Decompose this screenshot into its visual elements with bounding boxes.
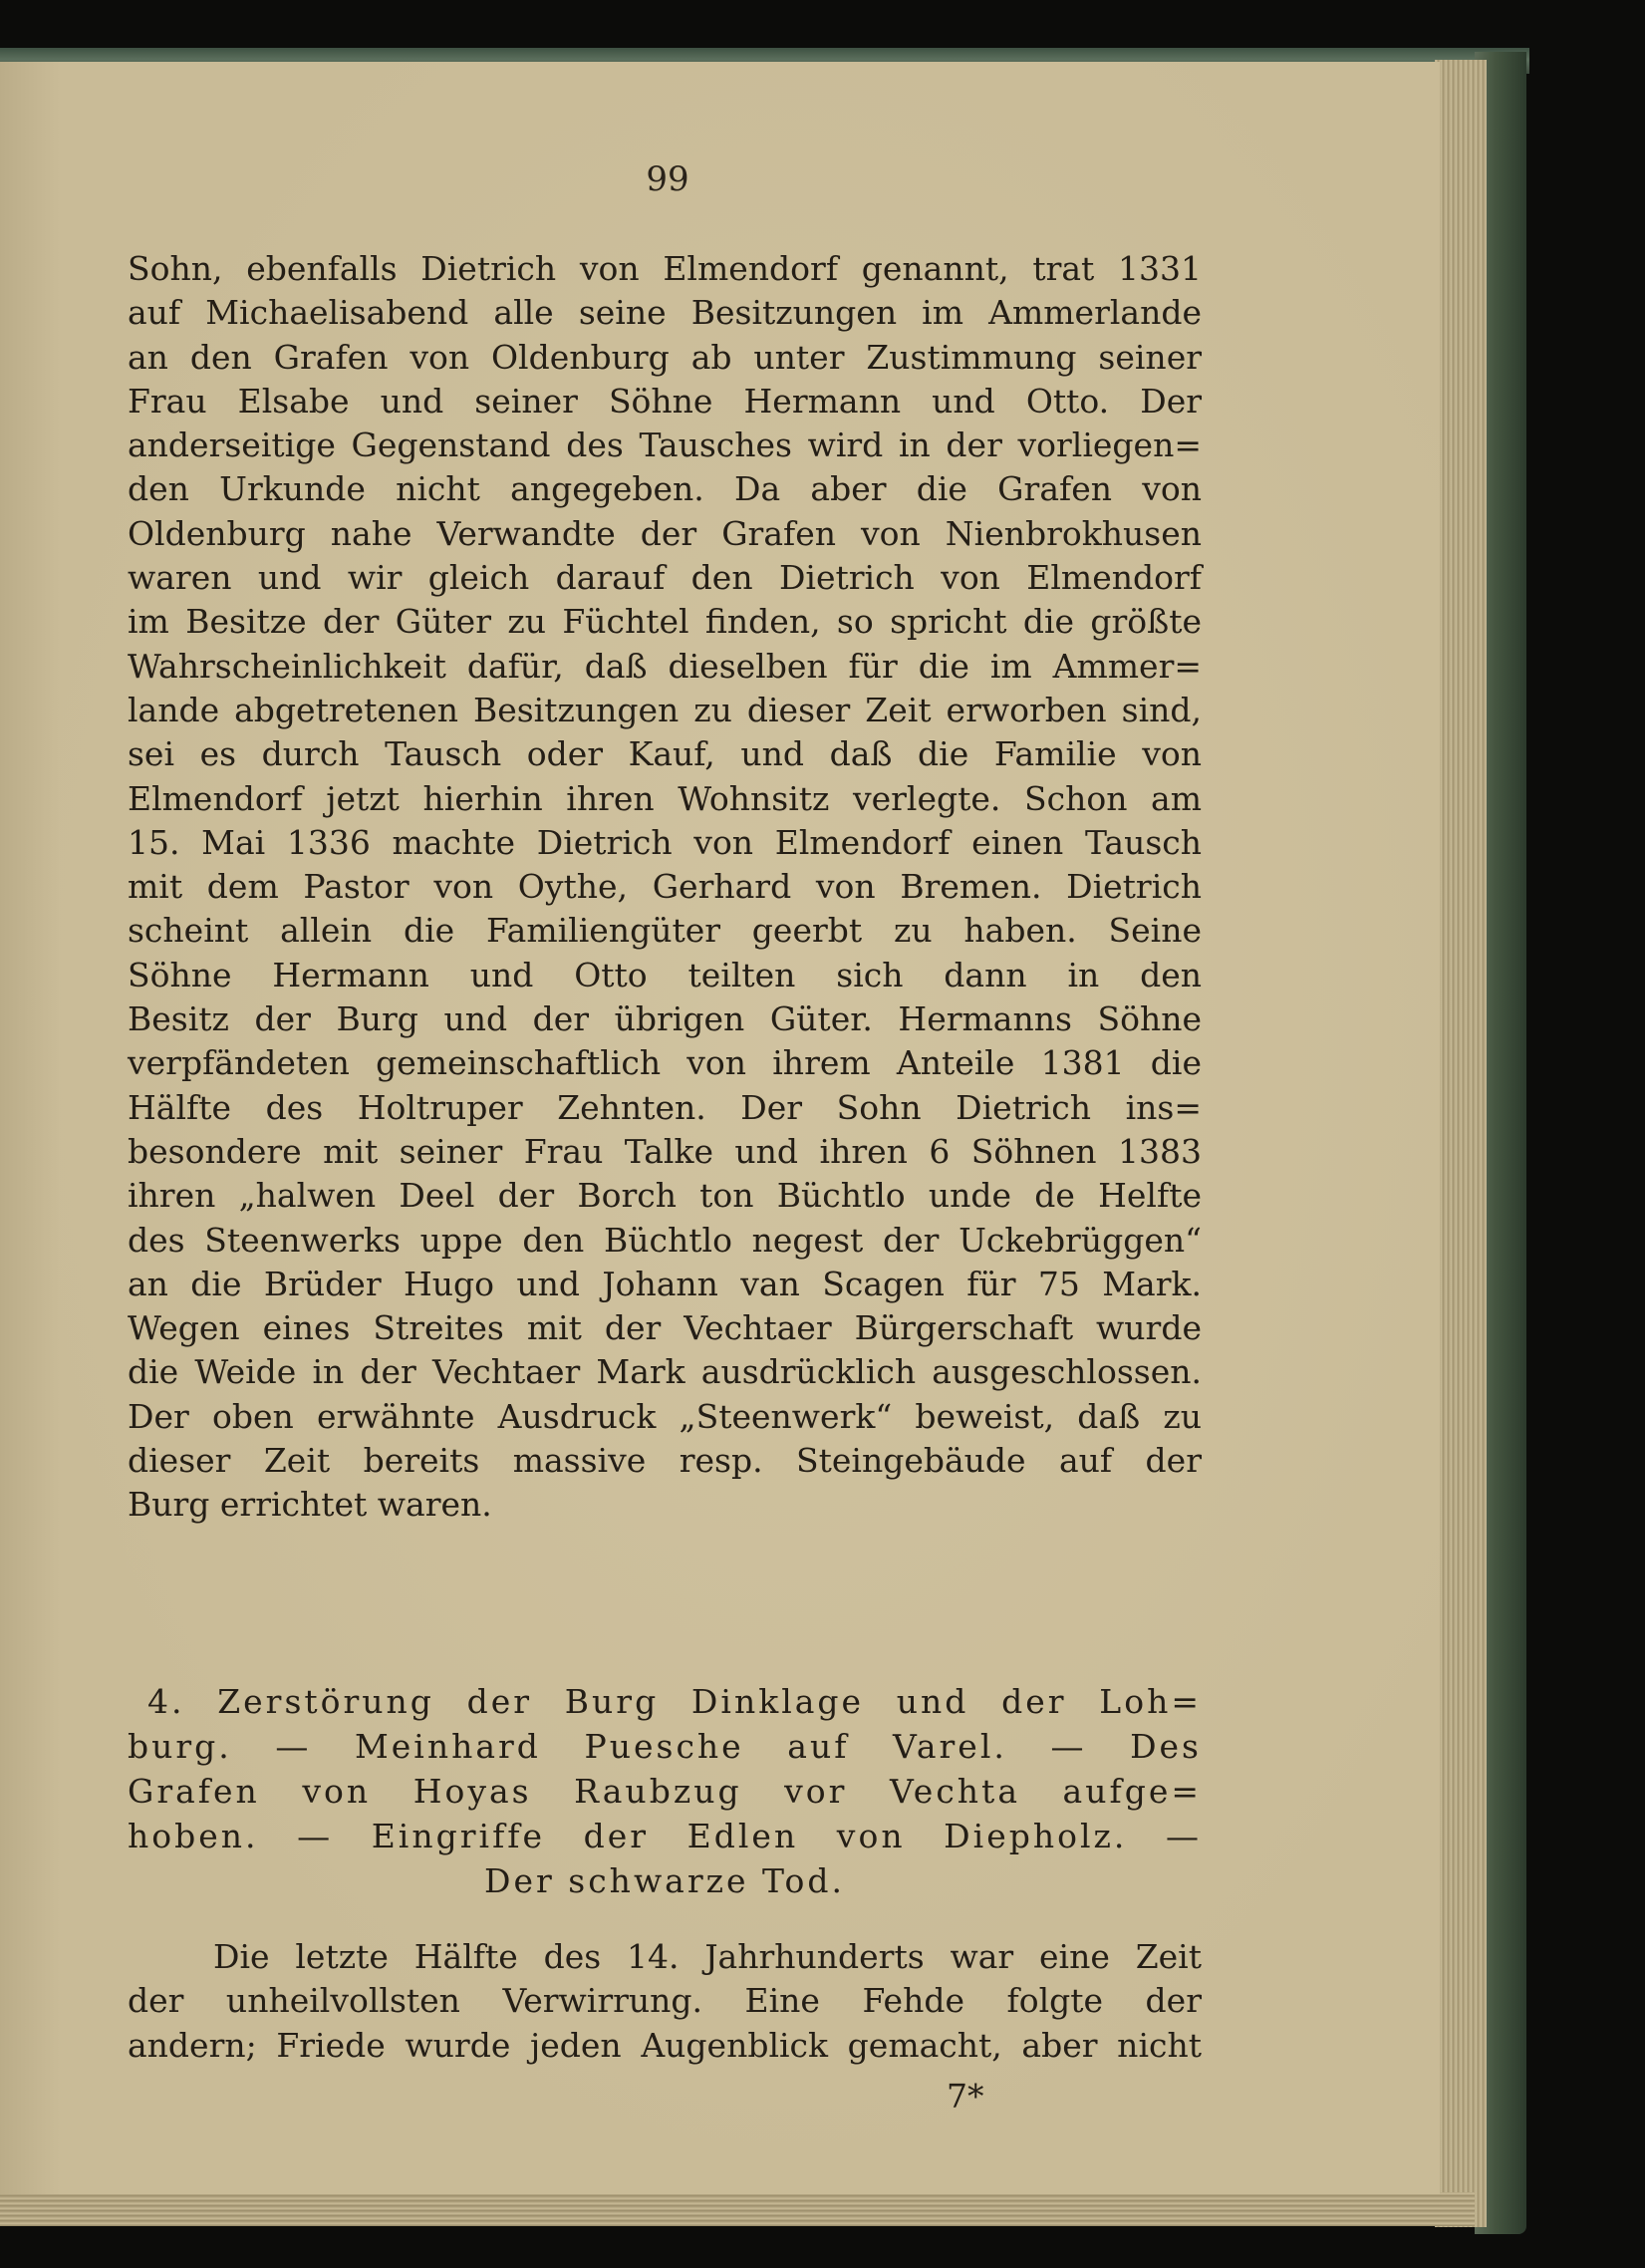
text-line: Oldenburg nahe Verwandte der Grafen von Nienbrokhusen [128, 513, 1202, 553]
page-stack-edge [1435, 60, 1487, 2227]
text-line: andern; Friede wurde jeden Augenblick gemacht, aber nicht [128, 2025, 1202, 2065]
text-line: Hälfte des Holtruper Zehnten. Der Sohn Dietrich ins= [128, 1087, 1202, 1127]
text-line: der unheilvollsten Verwirrung. Eine Fehde folgte der [128, 1981, 1202, 2021]
text-line: Sohn, ebenfalls Dietrich von Elmendorf genannt, trat 1331 [128, 249, 1202, 288]
text-line: dieser Zeit bereits massive resp. Steingebäude auf der [128, 1441, 1202, 1481]
text-line: den Urkunde nicht angegeben. Da aber die Grafen von [128, 469, 1202, 509]
text-line: waren und wir gleich darauf den Dietrich von Elmendorf [128, 558, 1202, 598]
text-line: Die letzte Hälfte des 14. Jahrhunderts war eine Zeit [213, 1937, 1202, 1976]
heading-line: burg. — Meinhard Puesche auf Varel. — Des [128, 1727, 1202, 1766]
text-line: ihren „halwen Deel der Borch ton Büchtlo unde de Helfte [128, 1176, 1202, 1216]
text-line: Elmendorf jetzt hierhin ihren Wohnsitz verlegte. Schon am [128, 778, 1202, 818]
body-paragraph [128, 247, 1202, 1528]
text-line: anderseitige Gegenstand des Tausches wird in der vorliegen= [128, 425, 1202, 465]
text-line: Besitz der Burg und der übrigen Güter. Hermanns Söhne [128, 999, 1202, 1039]
text-line: die Weide in der Vechtaer Mark ausdrücklich ausgeschlossen. [128, 1352, 1202, 1392]
text-line: besondere mit seiner Frau Talke und ihren 6 Söhnen 1383 [128, 1131, 1202, 1171]
text-line: scheint allein die Familiengüter geerbt zu haben. Seine [128, 911, 1202, 951]
text-line: an die Brüder Hugo und Johann van Scagen für 75 Mark. [128, 1264, 1202, 1303]
text-line: Wahrscheinlichkeit dafür, daß dieselben für die im Ammer= [128, 646, 1202, 686]
text-line: Söhne Hermann und Otto teilten sich dann in den [128, 955, 1202, 994]
text-line: lande abgetretenen Besitzungen zu dieser Zeit erworben sind, [128, 690, 1202, 729]
text-line: 15. Mai 1336 machte Dietrich von Elmendorf einen Tausch [128, 822, 1202, 862]
text-line: Der oben erwähnte Ausdruck „Steenwerk“ beweist, daß zu [128, 1396, 1202, 1436]
text-line: Frau Elsabe und seiner Söhne Hermann und Otto. Der [128, 381, 1202, 421]
section-heading [128, 1679, 1202, 1903]
text-line: mit dem Pastor von Oythe, Gerhard von Bremen. Dietrich [128, 867, 1202, 907]
text-line: Wegen eines Streites mit der Vechtaer Bürgerschaft wurde [128, 1308, 1202, 1348]
heading-line: Grafen von Hoyas Raubzug vor Vechta aufge= [128, 1772, 1202, 1811]
page-stack-bottom [0, 2192, 1475, 2226]
text-line: Burg errichtet waren. [128, 1485, 492, 1525]
heading-line: 4. Zerstörung der Burg Dinklage und der Loh= [147, 1682, 1202, 1721]
text-line: verpfändeten gemeinschaftlich von ihrem Anteile 1381 die [128, 1043, 1202, 1083]
page-number: 99 [646, 159, 689, 199]
book-page [0, 62, 1440, 2194]
text-line: im Besitze der Güter zu Füchtel finden, so spricht die größte [128, 602, 1202, 642]
text-line: auf Michaelisabend alle seine Besitzungen im Ammerlande [128, 293, 1202, 333]
section-paragraph [128, 1935, 1202, 2068]
heading-line: Der schwarze Tod. [484, 1861, 845, 1900]
text-line: sei es durch Tausch oder Kauf, und daß die Familie von [128, 734, 1202, 774]
heading-line: hoben. — Eingriffe der Edlen von Diepholz. — [128, 1817, 1202, 1855]
signature-mark: 7* [947, 2077, 984, 2116]
text-line: an den Grafen von Oldenburg ab unter Zustimmung seiner [128, 337, 1202, 377]
text-line: des Steenwerks uppe den Büchtlo negest der Uckebrüggen“ [128, 1220, 1202, 1260]
